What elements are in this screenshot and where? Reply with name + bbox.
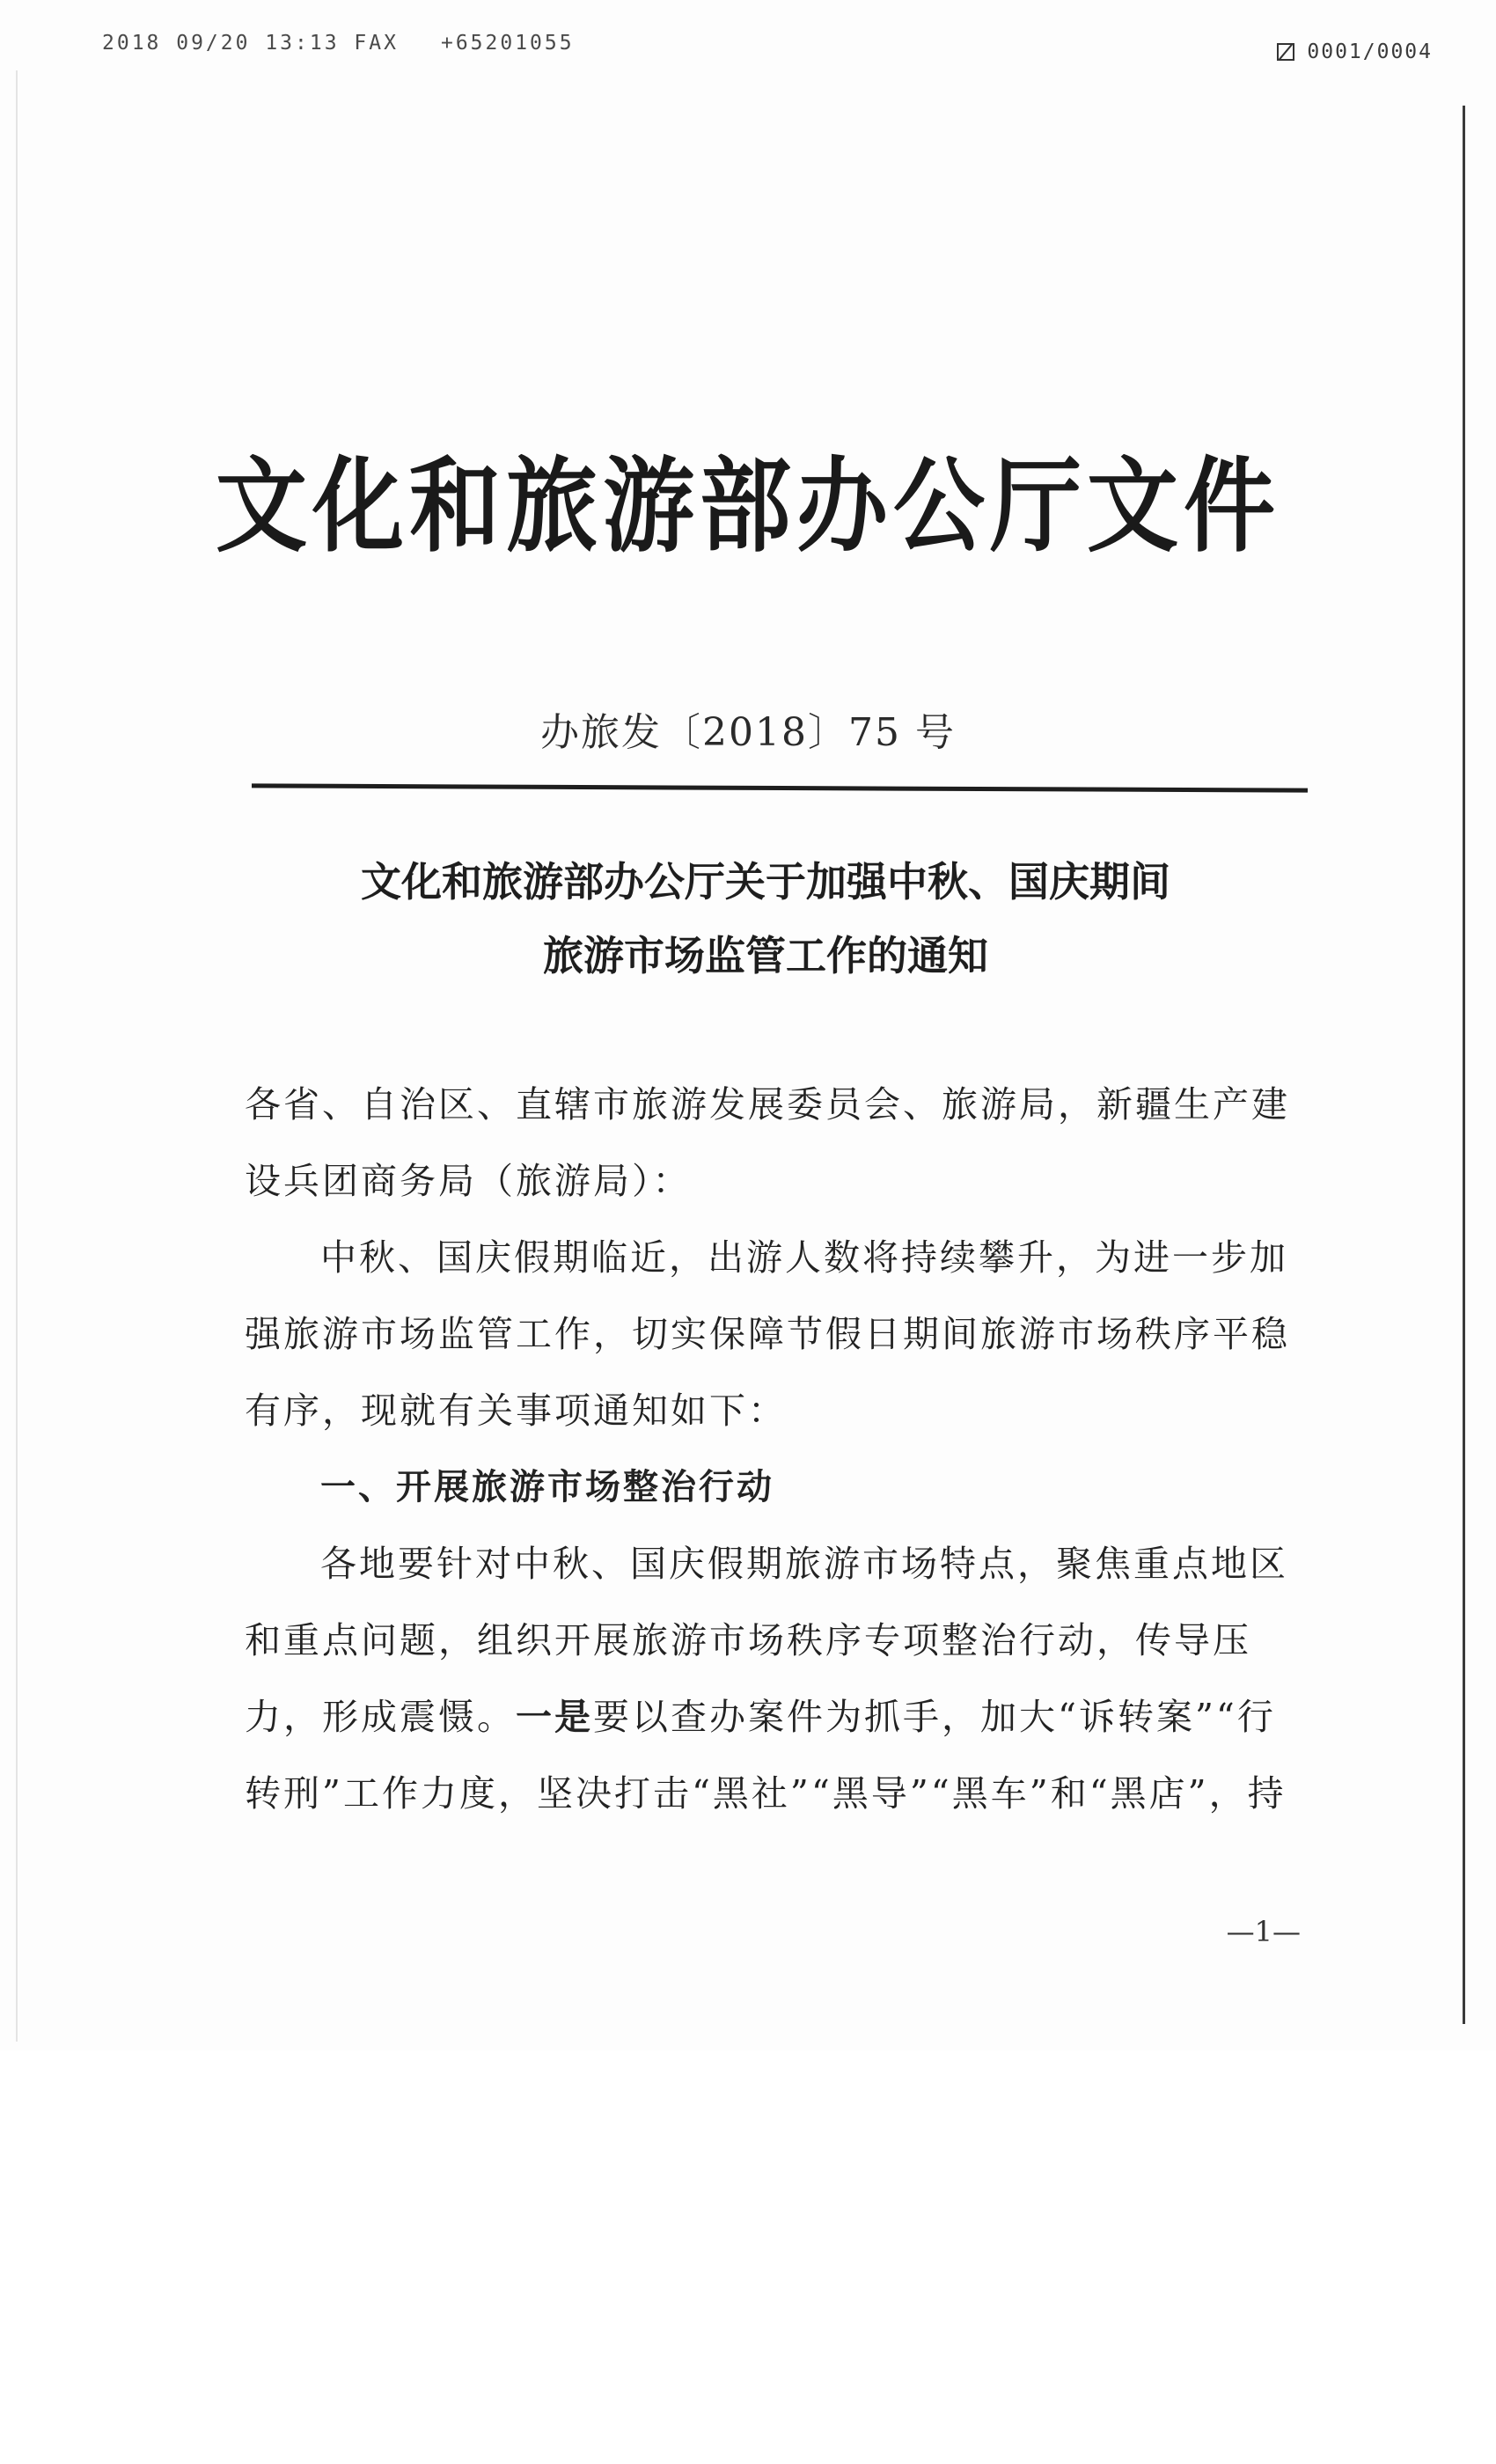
notice-title [0,845,1496,993]
notice-title-line1: 文化和旅游部办公厅关于加强中秋、国庆期间 [361,858,1170,906]
section1-lead: 一是 [516,1696,593,1738]
fax-datetime: 2018 09/20 13:13 [102,32,340,55]
page-right-edge [1463,106,1465,2024]
fax-page-icon [1277,43,1294,61]
fax-page-counter-text: 0001/0004 [1307,40,1433,63]
header-divider [252,783,1308,792]
fax-header [102,32,575,55]
notice-title-line2: 旅游市场监管工作的通知 [543,932,988,979]
section1-text-b: 要以查办案件为抓手，加大“诉转案”“行转刑”工作力度，坚决打击“黑社”“黑导”“黑车”和“黑店”，持 [245,1696,1287,1815]
fax-number: +65201055 [440,32,575,55]
issuer-title: 文化和旅游部办公厅文件 [215,444,1280,567]
document-body [245,1067,1309,1832]
document-number: 办旅发〔2018〕75 号 [540,710,956,755]
addressee: 各省、自治区、直辖市旅游发展委员会、旅游局，新疆生产建设兵团商务局（旅游局）： [245,1083,1290,1202]
fax-page-counter [1277,40,1433,63]
page-left-edge [16,70,18,2042]
intro-paragraph: 中秋、国庆假期临近，出游人数将持续攀升，为进一步加强旅游市场监管工作，切实保障节假日期间旅游市场秩序平稳有序，现就有关事项通知如下： [245,1236,1290,1432]
section1-paragraph [245,1526,1309,1832]
section1-text-a: 各地要针对中秋、国庆假期旅游市场特点，聚焦重点地区和重点问题，组织开展旅游市场秩序专项整治行动，传导压力，形成震慑。 [245,1543,1288,1738]
fax-label: FAX [354,32,399,55]
section1-heading: 一、开展旅游市场整治行动 [320,1467,774,1507]
page-number: —1— [1226,1915,1301,1948]
